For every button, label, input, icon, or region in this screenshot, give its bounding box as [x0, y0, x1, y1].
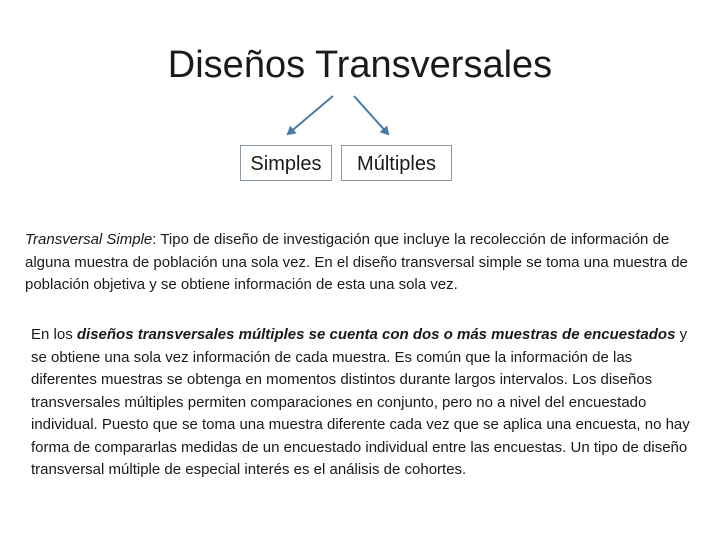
- paragraph2-lead: En los: [31, 326, 77, 343]
- box-simples: Simples: [240, 145, 332, 181]
- term-transversal-simple: Transversal Simple: [25, 231, 153, 248]
- term-transversal-multiple: diseños transversales múltiples se cuenta con dos o más muestras de encuestados: [76, 326, 676, 343]
- paragraph1-text: : Tipo de diseño de investigación que incluye la recolección de información de alguna muestra de población una sola vez. En el diseño transversal simple se toma una muestra de población objetiva y se obtiene información de esta una sola vez.: [25, 231, 688, 293]
- paragraph2-text: y se obtiene una sola vez información de cada muestra. Es común que la información de las diferentes muestras se obtenga en momentos distintos durante largos intervalos. Los diseños transversales múltiples permiten comparaciones en conjunto, pero no a nivel del encuestado individual. Puesto que se toma una muestra diferente cada vez que se aplica una encuesta, no hay forma de compararlas medidas de un encuestado individual entre las encuestas. Un tipo de diseño transversal múltiple de especial interés es el análisis de cohortes.: [31, 326, 690, 478]
- box-multiples: Múltiples: [341, 145, 452, 181]
- arrow-to-simples: [288, 96, 333, 134]
- paragraph-transversal-simple: [25, 229, 715, 297]
- page-title: Diseños Transversales: [167, 44, 553, 86]
- paragraph-transversal-multiple: [31, 324, 691, 482]
- arrow-to-multiples: [354, 96, 388, 134]
